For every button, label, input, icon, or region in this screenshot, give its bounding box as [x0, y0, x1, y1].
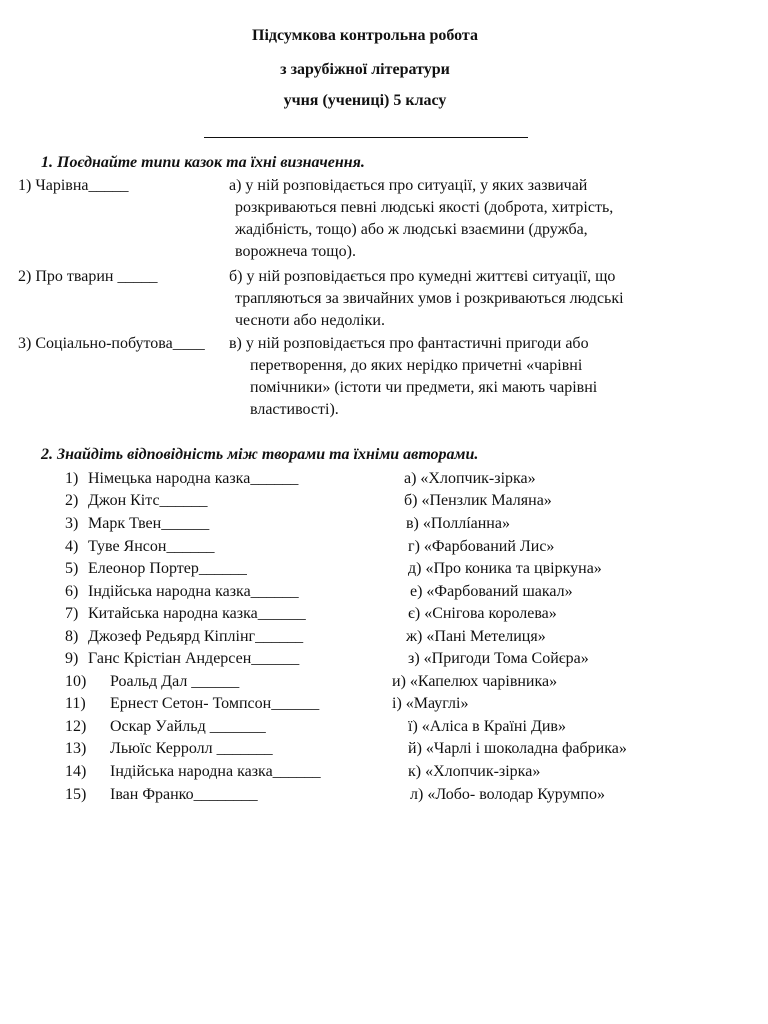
definition-a-line-4: ворожнеча тощо). — [235, 243, 356, 260]
work-title: й) «Чарлі і шоколадна фабрика» — [408, 740, 627, 757]
author-name: Оскар Уайльд _______ — [110, 718, 266, 735]
work-title: з) «Пригоди Тома Сойєра» — [408, 650, 589, 667]
author-number: 7) — [65, 605, 79, 622]
definition-c-line-4: властивості). — [250, 401, 339, 418]
author-name: Індійська народна казка______ — [88, 583, 299, 600]
author-number: 4) — [65, 538, 79, 555]
work-title: к) «Хлопчик-зірка» — [408, 763, 541, 780]
work-title: г) «Фарбований Лис» — [408, 538, 555, 555]
definition-c-line-2: перетворення, до яких нерідко причетні «чарівні — [250, 357, 583, 374]
definition-a-line-1: а) у ній розповідається про ситуації, у яких зазвичай — [229, 177, 588, 194]
work-title: ї) «Аліса в Країні Див» — [408, 718, 566, 735]
definition-a-line-2: розкриваються певні людські якості (доброта, хитрість, — [235, 199, 614, 216]
work-title: е) «Фарбований шакал» — [410, 583, 573, 600]
author-name: Туве Янсон______ — [88, 538, 215, 555]
author-number: 14) — [65, 763, 87, 780]
author-number: 3) — [65, 515, 79, 532]
author-name: Ернест Сетон- Томпсон______ — [110, 695, 320, 712]
work-title: л) «Лобо- володар Курумпо» — [410, 786, 605, 803]
work-title: д) «Про коника та цвіркуна» — [408, 560, 602, 577]
author-number: 1) — [65, 470, 79, 487]
task-2-heading: 2. Знайдіть відповідність між творами та їхніми авторами. — [41, 446, 479, 463]
author-name: Німецька народна казка______ — [88, 470, 299, 487]
author-number: 11) — [65, 695, 86, 712]
work-title: а) «Хлопчик-зірка» — [404, 470, 536, 487]
title-line-3: учня (учениці) 5 класу — [283, 92, 447, 109]
title-line-1: Підсумкова контрольна робота — [252, 27, 478, 44]
work-title: в) «Поллíанна» — [406, 515, 510, 532]
fairy-type-2: 2) Про тварин _____ — [18, 268, 158, 285]
author-name: Китайська народна казка______ — [88, 605, 306, 622]
author-name: Джон Кітс______ — [88, 492, 208, 509]
author-number: 8) — [65, 628, 79, 645]
definition-b-line-3: чесноти або недоліки. — [235, 312, 385, 329]
work-title: ж) «Пані Метелиця» — [406, 628, 546, 645]
author-number: 13) — [65, 740, 87, 757]
author-name: Індійська народна казка______ — [110, 763, 321, 780]
author-name: Іван Франко________ — [110, 786, 258, 803]
author-number: 2) — [65, 492, 79, 509]
author-name: Елеонор Портер______ — [88, 560, 247, 577]
author-name: Джозеф Редьярд Кіплінг______ — [88, 628, 304, 645]
work-title: і) «Мауглі» — [392, 695, 469, 712]
author-number: 6) — [65, 583, 79, 600]
author-name: Льюїс Керролл _______ — [110, 740, 273, 757]
author-name: Роальд Дал ______ — [110, 673, 240, 690]
fairy-type-1: 1) Чарівна_____ — [18, 177, 129, 194]
task-1-heading: 1. Поєднайте типи казок та їхні визначення. — [41, 154, 365, 171]
title-line-2: з зарубіжної літератури — [280, 61, 450, 78]
author-name: Марк Твен______ — [88, 515, 210, 532]
work-title: є) «Снігова королева» — [408, 605, 557, 622]
definition-a-line-3: жадібність, тощо) або ж людські взаємини (дружба, — [235, 221, 588, 238]
fairy-type-3: 3) Соціально-побутова____ — [18, 335, 205, 352]
definition-c-line-3: помічники» (істоти чи предмети, які мають чарівні — [250, 379, 598, 396]
student-name-line[interactable] — [204, 137, 528, 138]
author-number: 10) — [65, 673, 87, 690]
work-title: и) «Капелюх чарівника» — [392, 673, 558, 690]
author-number: 9) — [65, 650, 79, 667]
definition-c-line-1: в) у ній розповідається про фантастичні пригоди або — [229, 335, 589, 352]
work-title: б) «Пензлик Маляна» — [404, 492, 552, 509]
author-number: 5) — [65, 560, 79, 577]
author-name: Ганс Крістіан Андерсен______ — [88, 650, 300, 667]
author-number: 12) — [65, 718, 87, 735]
author-number: 15) — [65, 786, 87, 803]
definition-b-line-1: б) у ній розповідається про кумедні життєві ситуації, що — [229, 268, 616, 285]
definition-b-line-2: трапляються за звичайних умов і розкриваються людські — [235, 290, 624, 307]
